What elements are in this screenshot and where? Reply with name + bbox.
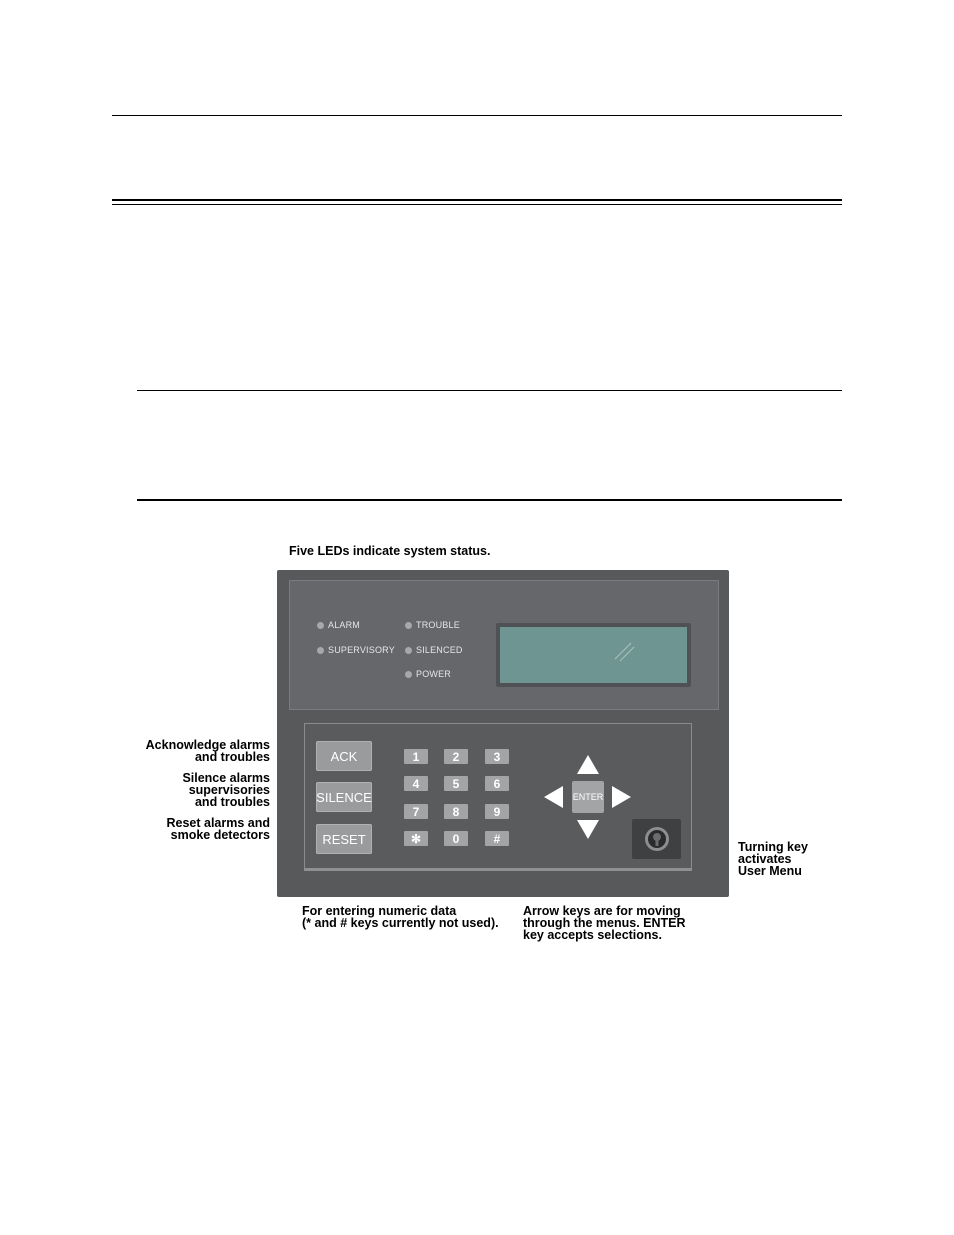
silenced-led bbox=[405, 647, 412, 654]
key-5[interactable]: 5 bbox=[444, 776, 468, 791]
alarm-led-label: ALARM bbox=[328, 620, 361, 630]
key-0[interactable]: 0 bbox=[444, 831, 468, 846]
led-caption: Five LEDs indicate system status. bbox=[289, 544, 491, 558]
numeric-keys-caption: For entering numeric data (* and # keys currently not used). bbox=[302, 904, 499, 930]
keypad-bezel bbox=[304, 868, 692, 871]
key-1[interactable]: 1 bbox=[404, 749, 428, 764]
enter-button[interactable]: ENTER bbox=[572, 781, 604, 813]
trouble-led bbox=[405, 622, 412, 629]
lcd-glare-icon bbox=[610, 638, 636, 664]
supervisory-led-label: SUPERVISORY bbox=[328, 645, 395, 655]
alarm-led bbox=[317, 622, 324, 629]
silenced-led-label: SILENCED bbox=[416, 645, 463, 655]
power-led-label: POWER bbox=[416, 669, 452, 679]
key-4[interactable]: 4 bbox=[404, 776, 428, 791]
header-double-rule-top bbox=[112, 199, 842, 201]
arrow-left-icon[interactable] bbox=[544, 786, 564, 808]
key-3[interactable]: 3 bbox=[485, 749, 509, 764]
arrow-keys-caption: Arrow keys are for moving through the menus. ENTER key accepts selections. bbox=[523, 904, 686, 942]
arrow-down-icon[interactable] bbox=[577, 820, 599, 840]
ack-caption: Acknowledge alarms and troubles bbox=[145, 738, 270, 764]
supervisory-led bbox=[317, 647, 324, 654]
header-double-rule-bottom bbox=[112, 204, 842, 205]
trouble-led-label: TROUBLE bbox=[416, 620, 460, 630]
key-8[interactable]: 8 bbox=[444, 804, 468, 819]
key-switch-caption: Turning key activates User Menu bbox=[738, 840, 808, 878]
arrow-right-icon[interactable] bbox=[612, 786, 632, 808]
lcd-screen bbox=[500, 627, 687, 683]
key-hash[interactable]: # bbox=[485, 831, 509, 846]
reset-caption: Reset alarms and smoke detectors bbox=[166, 816, 270, 842]
reset-button[interactable]: RESET bbox=[316, 824, 372, 854]
key-7[interactable]: 7 bbox=[404, 804, 428, 819]
section-rule-top bbox=[137, 390, 842, 391]
key-2[interactable]: 2 bbox=[444, 749, 468, 764]
power-led bbox=[405, 671, 412, 678]
key-9[interactable]: 9 bbox=[485, 804, 509, 819]
top-rule bbox=[112, 115, 842, 116]
silence-caption: Silence alarms supervisories and troubles bbox=[182, 771, 270, 809]
key-star[interactable]: ✻ bbox=[404, 831, 428, 846]
silence-button[interactable]: SILENCE bbox=[316, 782, 372, 812]
key-6[interactable]: 6 bbox=[485, 776, 509, 791]
ack-button[interactable]: ACK bbox=[316, 741, 372, 771]
section-rule-bottom bbox=[137, 499, 842, 501]
arrow-up-icon[interactable] bbox=[577, 755, 599, 775]
keyhole-icon bbox=[643, 825, 671, 853]
